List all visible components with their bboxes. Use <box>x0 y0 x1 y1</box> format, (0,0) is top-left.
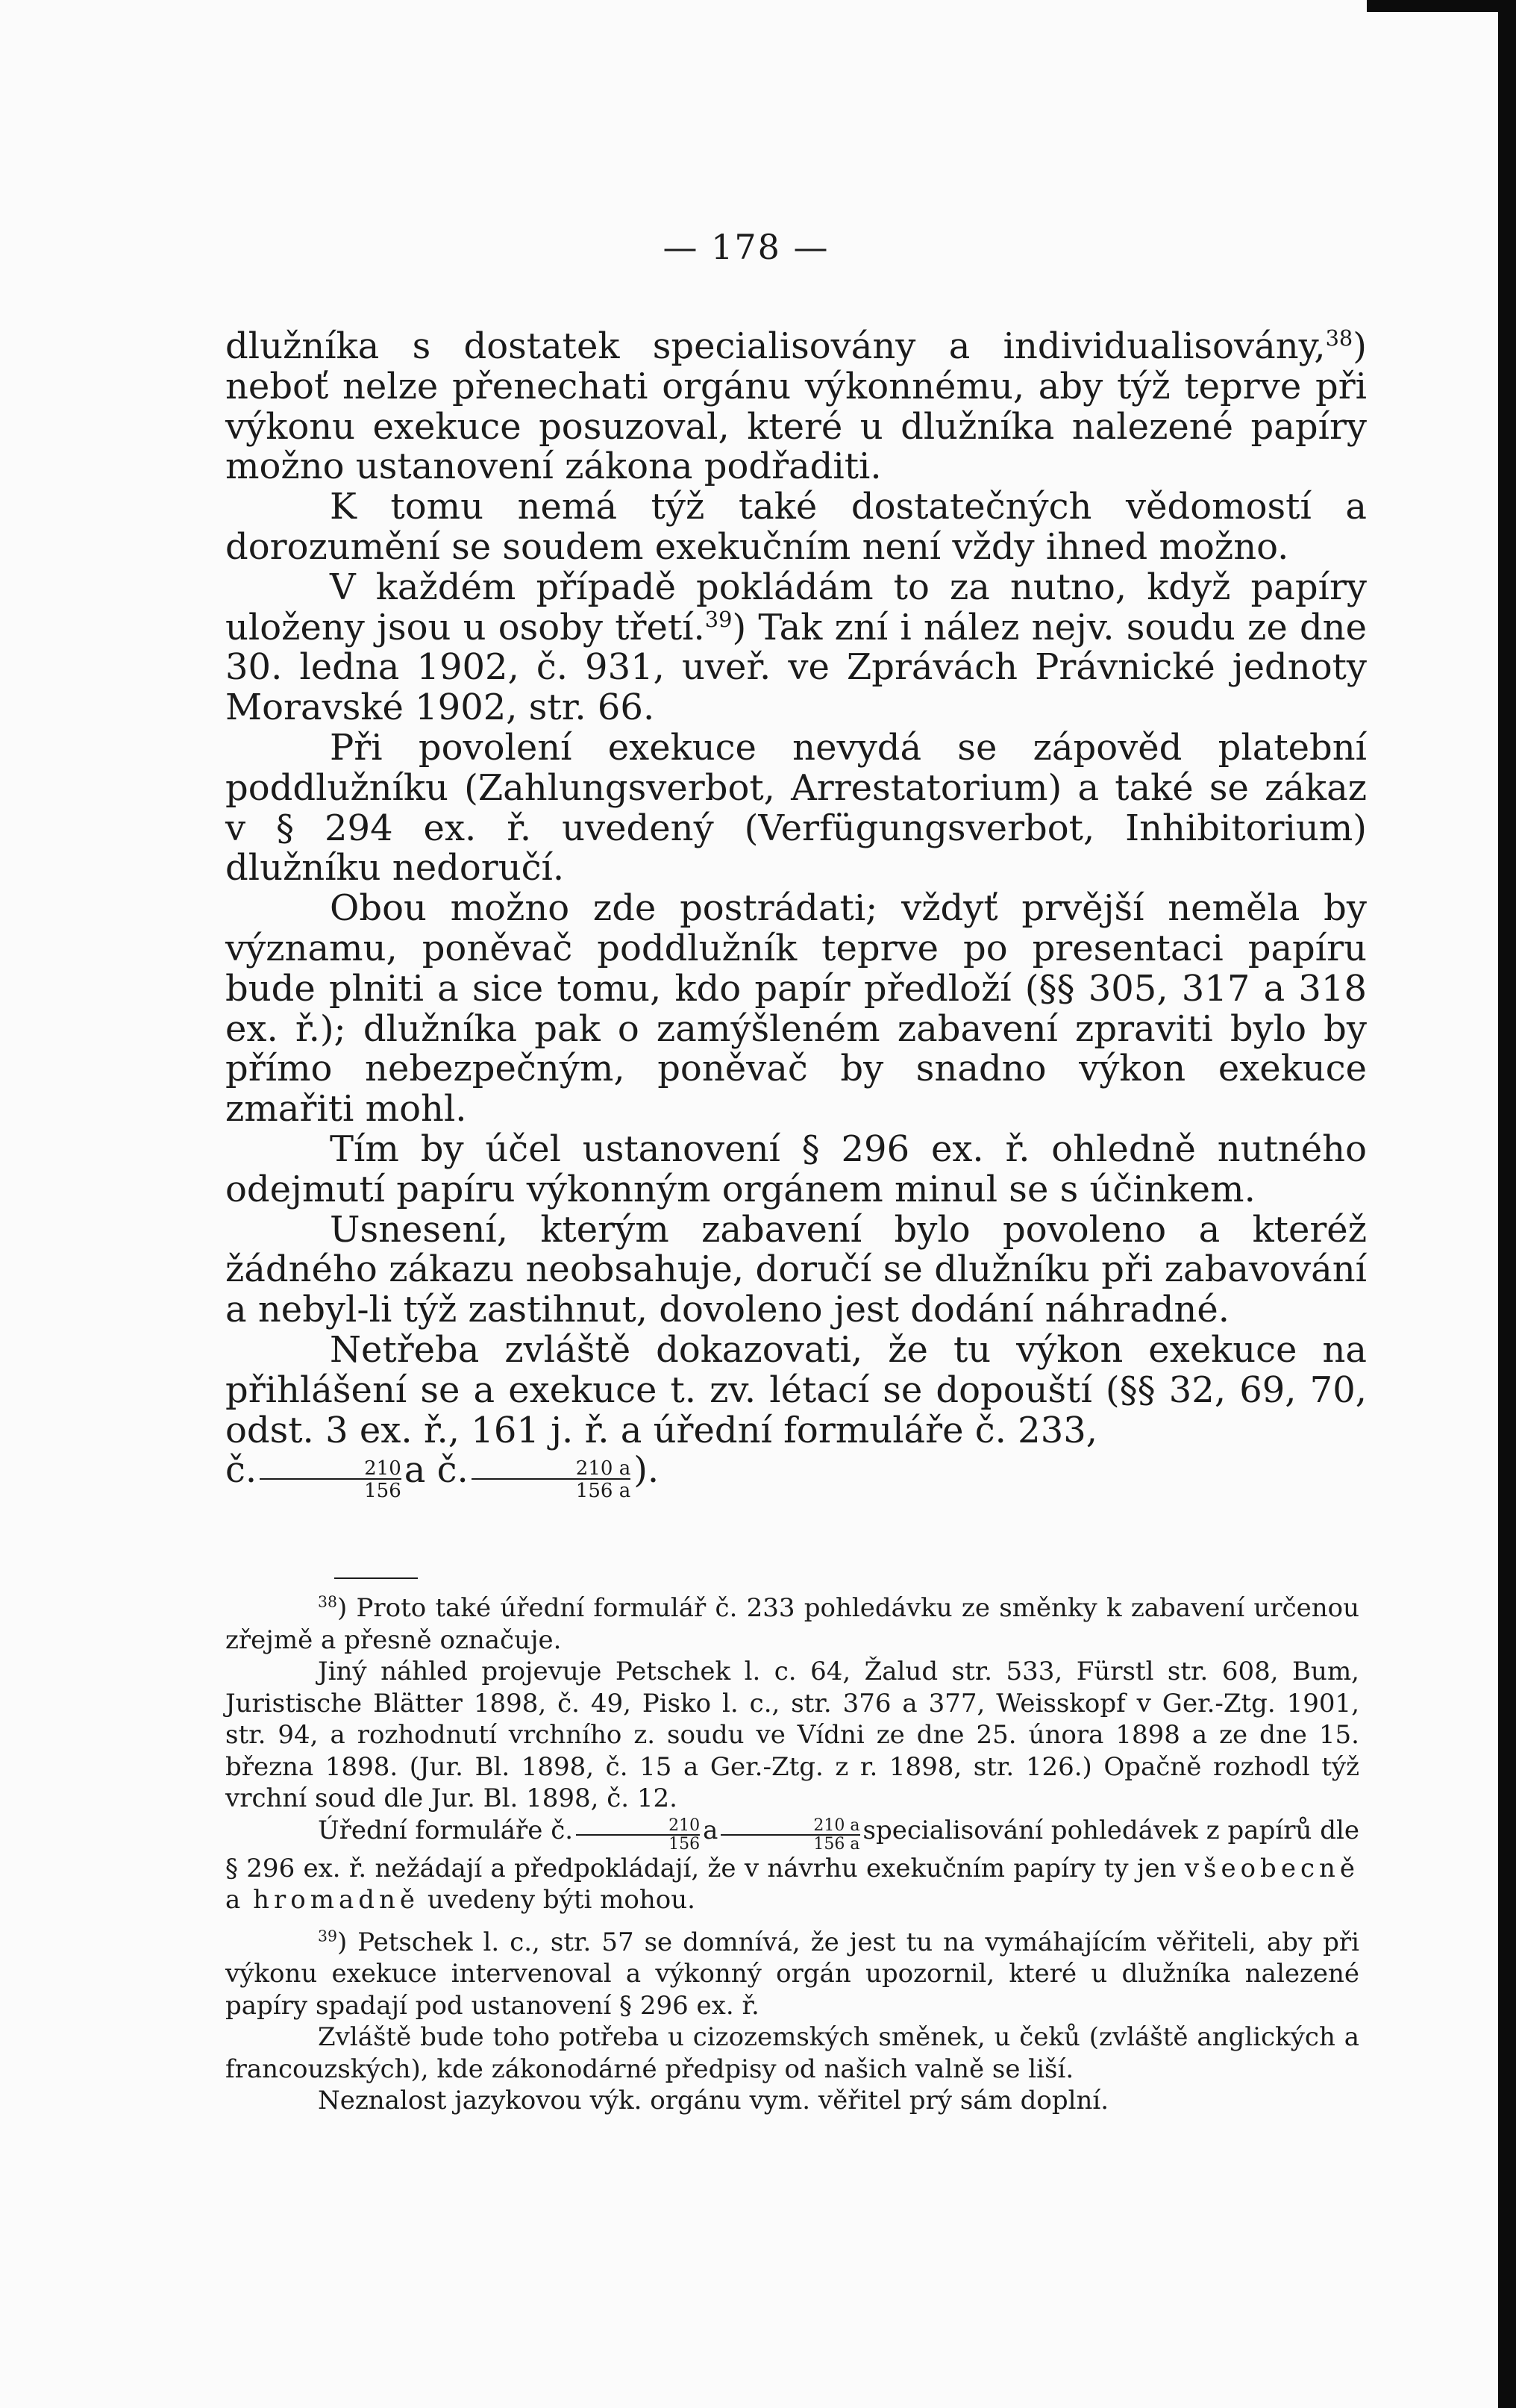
scan-edge-top <box>1367 0 1516 12</box>
main-text <box>225 327 1367 1501</box>
paragraph: Při povolení exekuce nevydá se zápověd platební poddlužníku (Zahlungsverbot, Arrestatorium) a také se zákaz v § 294 ex. ř. uvedený (Verfügungsverbot, Inhibitorium) dlužníku nedoručí. <box>225 726 1367 889</box>
footnote-mark: 38 <box>318 1592 337 1611</box>
footnote-paragraph: Jiný náhled projevuje Petschek l. c. 64, Žalud str. 533, Fürstl str. 608, Bum, Juristische Blätter 1898, č. 49, Pisko l. c., str. 376 a 377, Weisskopf v Ger.-Ztg. 1901, str. 94, a rozhodnutí vrchního z. soudu ve Vídni ze dne 25. února 1898 a ze dne 15. března 1898. (Jur. Bl. 1898, č. 15 a Ger.-Ztg. z r. 1898, str. 126.) Opačně rozhodl týž vrchní soud dle Jur. Bl. 1898, č. 12. <box>225 1657 1359 1813</box>
footnote-ref: 38 <box>1325 325 1353 351</box>
fraction: $\frac{210 a}{156 a}$ <box>721 1818 859 1853</box>
footnote-separator <box>334 1577 418 1579</box>
fraction: $\frac{210}{156}$ <box>576 1818 700 1853</box>
paragraph: Netřeba zvláště dokazovati, že tu výkon exekuce na přihlášení se a exekuce t. zv. létací se dopouští (§§ 32, 69, 70, odst. 3 ex. ř., 161 j. ř. a úřední formuláře č. 233, č. $\frac{210}{156}$ a č. $\frac{210 a}{156 a}$ ). <box>225 1328 1367 1503</box>
paragraph: V každém případě pokládám to za nutno, když papíry uloženy jsou u osoby třetí.$^{39}$) Tak zní i nález nejv. soudu ze dne 30. ledna 1902, č. 931, uveř. ve Zprávách Právnické jednoty Moravské 1902, str. 66. <box>225 566 1367 729</box>
page-number: — 178 — <box>663 227 830 267</box>
footnote-paragraph: Úřední formuláře č. $\frac{210}{156}$ a $\frac{210 a}{156 a}$ specialisování pohledávek z papírů dle § 296 ex. ř. nežádají a předpokládají, že v návrhu exekučním papíry ty jen všeobecně a hromadně uvedeny býti mohou. <box>225 1815 1360 1915</box>
footnote-mark: 39 <box>318 1927 337 1945</box>
footnote: $^{39}$) Petschek l. c., str. 57 se domnívá, že jest tu na vymáhajícím věřiteli, aby při výkonu exekuce intervenoval a výkonný orgán upozornil, které u dlužníka nalezené papíry spadají pod ustanovení § 296 ex. ř. <box>225 1927 1359 2021</box>
footnote: $^{38}$) Proto také úřední formulář č. 233 pohledávku ze směnky k zabavení určenou zřejmě a přesně označuje. <box>225 1592 1359 1655</box>
paragraph: K tomu nemá týž také dostatečných vědomostí a dorozumění se soudem exekučním není vždy ihned možno. <box>225 486 1367 568</box>
paragraph: Tím by účel ustanovení § 296 ex. ř. ohledně nutného odejmutí papíru výkonným orgánem minul se s účinkem. <box>225 1128 1367 1210</box>
paragraph: Obou možno zde postrádati; vždyť prvější neměla by významu, poněvač poddlužník teprve po presentaci papíru bude plniti a sice tomu, kdo papír předloží (§§ 305, 317 a 318 ex. ř.); dlužníka pak o zamýšleném zabavení zpraviti bylo by přímo nebezpečným, poněvač by snadno výkon exekuce zmařiti mohl. <box>225 887 1367 1130</box>
scan-edge-right <box>1498 0 1516 2408</box>
fraction: $\frac{210}{156}$ <box>260 1459 401 1501</box>
paragraph: Usnesení, kterým zabavení bylo povoleno a kteréž žádného zákazu neobsahuje, doručí se dlužníku při zabavování a nebyl-li týž zastihnut, dovoleno jest dodání náhradné. <box>225 1208 1367 1331</box>
paragraph: dlužníka s dostatek specialisovány a individualisovány,$^{38}$) neboť nelze přenechati orgánu výkonnému, aby týž teprve při výkonu exekuce posuzoval, které u dlužníka nalezené papíry možno ustanovení zákona podřaditi. <box>225 325 1367 488</box>
fraction: $\frac{210 a}{156 a}$ <box>472 1459 630 1501</box>
footnote-ref: 39 <box>704 606 733 632</box>
footnote-paragraph: Zvláště bude toho potřeba u cizozemských směnek, u čeků (zvláště anglických a francouzských), kde zákonodárné předpisy od našich valně se liší. <box>225 2022 1359 2084</box>
footnote-paragraph: Neznalost jazykovou výk. orgánu vym. věřitel prý sám doplní. <box>318 2086 1109 2115</box>
footnotes <box>225 1592 1359 2117</box>
